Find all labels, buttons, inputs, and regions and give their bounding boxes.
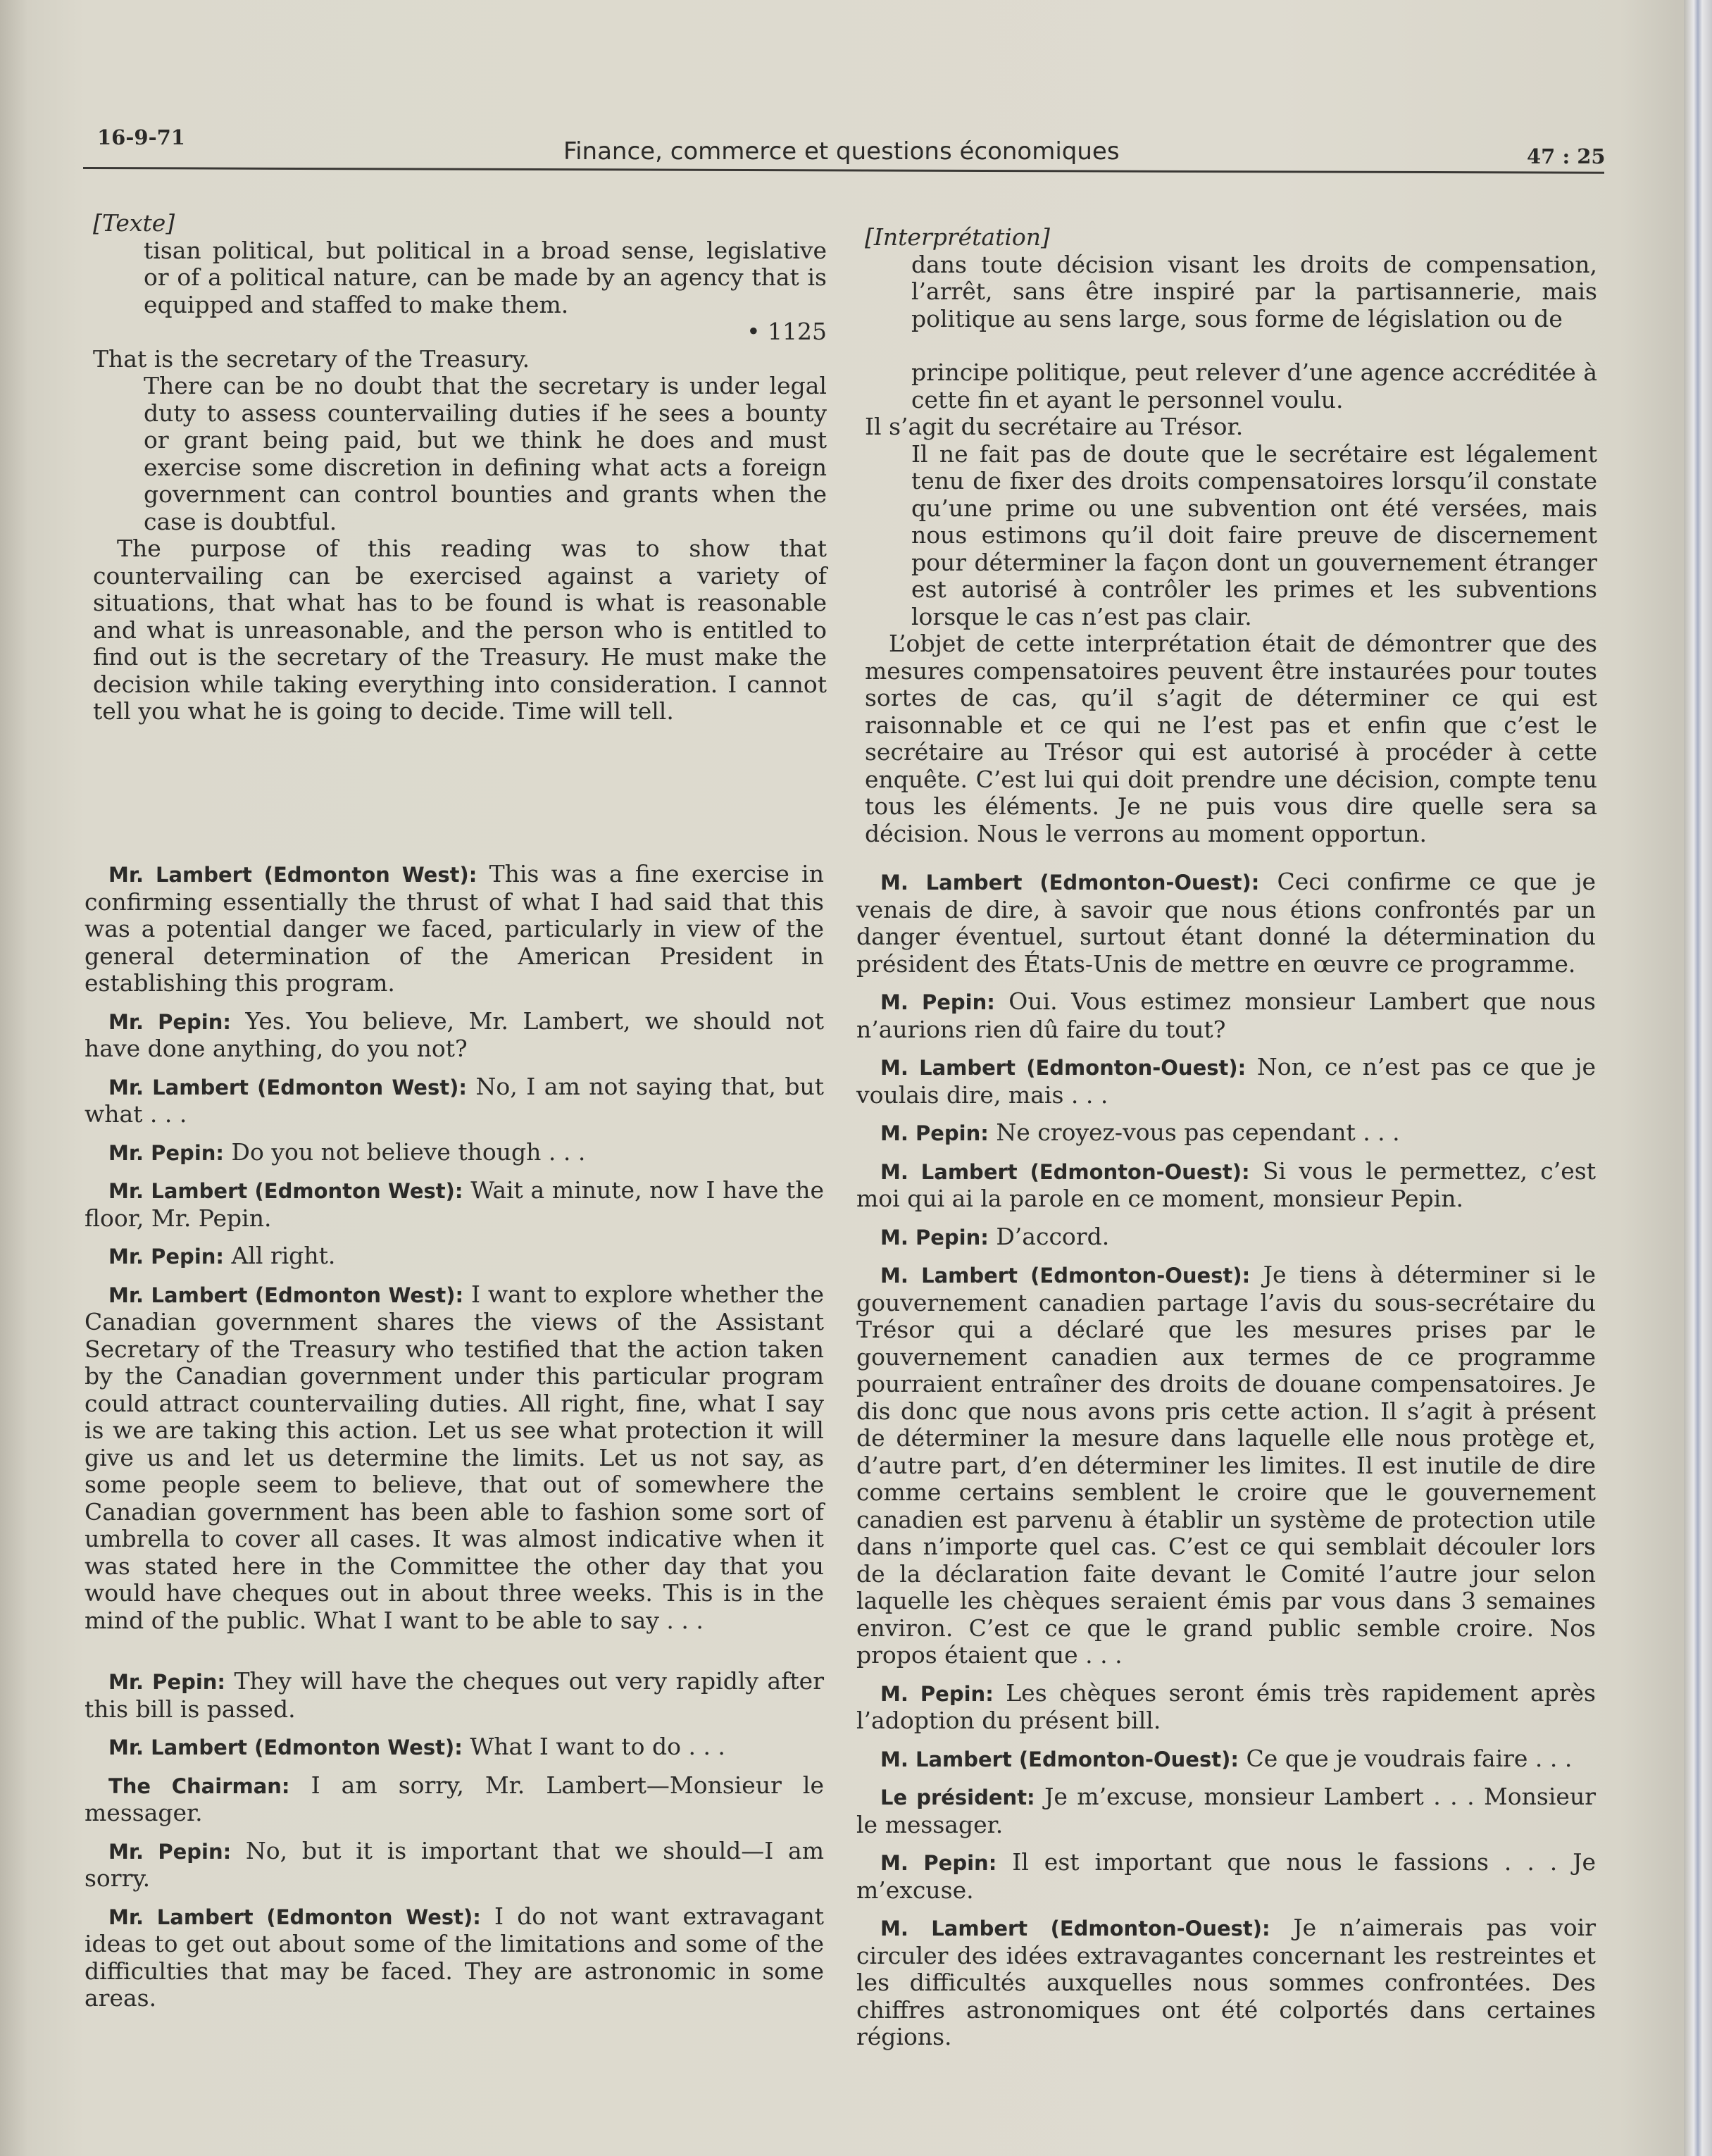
speech-text: Il est important que nous le fassions . . . Je m’excuse. <box>856 1848 1596 1904</box>
right-label: [Interprétation] <box>865 223 1050 251</box>
left-label: [Texte] <box>93 209 175 237</box>
left-quote-cont: tisan political, but political in a broad sense, legislative or of a political nature, can be made by an agency that is equipped and staffed to make them. <box>144 236 827 318</box>
speech-text: Si vous le permettez, c’est moi qui ai la parole en ce moment, monsieur Pepin. <box>856 1157 1596 1212</box>
speech-text: No, I am not saying that, but what . . . <box>85 1072 824 1128</box>
speaker-name: M. Lambert (Edmonton-Ouest): <box>880 1159 1250 1184</box>
left-speech <box>85 1242 824 1271</box>
speech-text: Ne croyez-vous pas cependant . . . <box>996 1118 1400 1146</box>
speaker-name: M. Lambert (Edmonton-Ouest): <box>880 1264 1251 1288</box>
speaker-name: M. Lambert (Edmonton-Ouest): <box>880 1056 1246 1080</box>
speaker-name: The Chairman: <box>108 1774 290 1798</box>
speech-text: I want to explore whether the Canadian government shares the views of the Assistant Secretary of the Treasury who testified that the action taken by the Canadian government under this particular program could attract countervailing duties. All right, fine, what I say is we are taking this action. Let us see what protection it will give us and let us determine the limits. Let us not say, as some people seem to believe, that out of somewhere the Canadian government has been able to fashion some sort of umbrella to cover all cases. It was almost indicative when it was stated here in the Committee the other day that you would have cheques out in about three weeks. This is in the mind of the public. What I want to be able to say . . . <box>85 1280 824 1634</box>
right-speech <box>856 1849 1596 1904</box>
right-speech <box>856 1054 1596 1109</box>
left-speech <box>85 1073 824 1128</box>
speech-text: Je m’excuse, monsieur Lambert . . . Monsieur le messager. <box>856 1783 1596 1838</box>
left-speech <box>85 1733 824 1762</box>
speaker-name: M. Pepin: <box>880 1851 997 1875</box>
right-quote-1 <box>865 251 1597 414</box>
speech-text: Ce que je voudrais faire . . . <box>1246 1744 1573 1772</box>
speaker-name: M. Lambert (Edmonton-Ouest): <box>880 1747 1239 1771</box>
speech-text: Oui. Vous estimez monsieur Lambert que nous n’aurions rien dû faire du tout? <box>856 987 1596 1043</box>
speech-text: I do not want extravagant ideas to get out about some of the limitations and some of the difficulties that may be faced. They are astronomic in some areas. <box>85 1902 824 2012</box>
speech-text: Do you not believe though . . . <box>231 1138 586 1166</box>
right-speech <box>856 1680 1596 1735</box>
speaker-name: Mr. Lambert (Edmonton West): <box>108 1736 463 1759</box>
speaker-name: Mr. Pepin: <box>108 1839 232 1864</box>
right-speech <box>856 1914 1596 2051</box>
left-treasury-line: That is the secretary of the Treasury. <box>93 344 530 373</box>
right-speech <box>856 1119 1596 1147</box>
speaker-name: Mr. Lambert (Edmonton West): <box>108 1075 467 1099</box>
left-speech <box>85 1772 824 1827</box>
speaker-name: Mr. Lambert (Edmonton West): <box>108 1283 464 1307</box>
speaker-name: M. Pepin: <box>880 1225 989 1250</box>
speech-text: Les chèques seront émis très rapidement après l’adoption du présent bill. <box>856 1678 1596 1734</box>
speaker-name: M. Pepin: <box>880 1681 994 1706</box>
left-speech <box>85 1281 824 1635</box>
left-speech <box>85 1903 824 2012</box>
right-speech <box>856 1783 1596 1838</box>
left-speech <box>85 1177 824 1232</box>
right-column <box>865 224 1597 847</box>
speech-text: All right. <box>231 1242 336 1269</box>
left-quote-2-text: There can be no doubt that the secretary is under legal duty to assess countervailing duties if he sees a bounty or grant being paid, but we think he does and must exercise some discretion in defining what acts a foreign government can control bounties and grants when the case is doubtful. <box>144 372 827 535</box>
speaker-name: Mr. Lambert (Edmonton West): <box>108 1905 481 1929</box>
right-quote-cont-a: dans toute décision visant les droits de compensation, l’arrêt, sans être inspiré par la partisannerie, mais politique au sens large, sous forme de législation ou de <box>911 250 1597 332</box>
left-speech <box>85 1668 824 1723</box>
right-speech <box>856 1261 1596 1669</box>
speech-text: What I want to do . . . <box>470 1733 725 1760</box>
right-speech <box>856 1745 1596 1774</box>
left-section-marker: • 1125 <box>746 318 827 345</box>
right-speech <box>856 988 1596 1043</box>
left-speech <box>85 1838 824 1893</box>
right-speech <box>856 868 1596 978</box>
speech-text: D’accord. <box>996 1222 1110 1250</box>
speaker-name: Mr. Pepin: <box>108 1670 226 1694</box>
speech-text: This was a fine exercise in confirming essentially the thrust of what I had said that this was a potential danger we faced, particularly in view of the general determination of the American President in establishing this program. <box>85 860 824 997</box>
left-speech <box>85 1139 824 1167</box>
speaker-name: M. Pepin: <box>880 990 995 1014</box>
left-quote-1 <box>93 237 827 319</box>
right-quote-2 <box>865 441 1597 631</box>
speaker-name: Mr. Lambert (Edmonton West): <box>108 1179 463 1203</box>
header-page-number: 47 : 25 <box>1527 144 1606 168</box>
left-paragraph: The purpose of this reading was to show that countervailing can be exercised against a variety of situations, that what has to be found is what is reasonable and what is unreasonable, and the person who is entitled to find out is the secretary of the Treasury. He must make the decision while taking everything into consideration. I cannot tell you what he is going to decide. Time will tell. <box>93 535 827 725</box>
speech-text: Ceci confirme ce que je venais de dire, à savoir que nous étions confrontés par un danger éventuel, surtout étant donné la détermination du président des États-Unis de mettre en œuvre ce programme. <box>856 868 1596 978</box>
speaker-name: Mr. Pepin: <box>108 1245 225 1269</box>
page-binding-edge <box>1684 0 1712 2156</box>
right-quote-cont-b: principe politique, peut relever d’une agence accréditée à cette fin et ayant le personnel voulu. <box>911 359 1597 413</box>
right-speeches <box>856 858 1596 2051</box>
speech-text: I am sorry, Mr. Lambert—Monsieur le messager. <box>85 1771 824 1826</box>
speech-text: Non, ce n’est pas ce que je voulais dire, mais . . . <box>856 1053 1596 1109</box>
speaker-name: Mr. Pepin: <box>108 1009 231 1034</box>
speaker-name: M. Pepin: <box>880 1121 989 1145</box>
speech-text: Yes. You believe, Mr. Lambert, we should not have done anything, do you not? <box>85 1007 824 1062</box>
header-date: 16-9-71 <box>97 125 185 149</box>
right-speech <box>856 1223 1596 1252</box>
right-quote-2-text: Il ne fait pas de doute que le secrétaire est légalement tenu de fixer des droits compensatoires lorsqu’il constate qu’une prime ou une subvention ont été versées, mais nous estimons qu’il doit faire preuve de discernement pour déterminer la façon dont un gouvernement étranger est autorisé à contrôler les primes et les subventions lorsque le cas n’est pas clair. <box>911 440 1597 630</box>
speaker-name: M. Lambert (Edmonton-Ouest): <box>880 871 1260 895</box>
right-paragraph: L’objet de cette interprétation était de démontrer que des mesures compensatoires peuvent être instaurées pour toutes sortes de cas, qu’il s’agit de déterminer ce qui est raisonnable et ce qui ne l’est pas et enfin que c’est le secrétaire au Trésor qui est autorisé à procéder à cette enquête. C’est lui qui doit prendre une décision, compte tenu tous les éléments. Je ne puis vous dire quelle sera sa décision. Nous le verrons au moment opportun. <box>865 630 1597 847</box>
right-treasury-line: Il s’agit du secrétaire au Trésor. <box>865 413 1244 440</box>
speech-text: They will have the cheques out very rapidly after this bill is passed. <box>85 1667 824 1723</box>
header-title: Finance, commerce et questions économiques <box>563 137 1120 166</box>
speech-text: Wait a minute, now I have the floor, Mr. Pepin. <box>85 1176 824 1232</box>
left-speech <box>85 1008 824 1063</box>
speaker-name: Mr. Lambert (Edmonton West): <box>108 863 477 887</box>
speaker-name: Mr. Pepin: <box>108 1140 225 1165</box>
speaker-name: M. Lambert (Edmonton-Ouest): <box>880 1917 1270 1940</box>
right-speech <box>856 1158 1596 1213</box>
left-quote-2 <box>93 373 827 535</box>
left-speeches <box>85 850 824 2012</box>
speech-text: No, but it is important that we should—I am sorry. <box>85 1836 824 1892</box>
speaker-name: Le président: <box>880 1786 1035 1809</box>
speech-text: Je n’aimerais pas voir circuler des idées extravagantes concernant les restreintes et les difficultés auxquelles nous sommes confrontées. Des chiffres astronomiques ont été colportés dans certaines régions. <box>856 1914 1596 2050</box>
speech-text: Je tiens à déterminer si le gouvernement canadien partage l’avis du sous-secrétaire du Trésor qui a déclaré que les mesures prises par le gouvernement canadien aux termes de ce programme pourraient entraîner des droits de douane compensatoires. Je dis donc que nous avons pris cette action. Il s’agit à présent de déterminer la mesure dans laquelle elle nous protège et, d’autre part, d’en déterminer les limites. Il est inutile de dire comme certains semblent le croire que le gouvernement canadien est parvenu à établir un système de protection utile dans n’importe quel cas. C’est ce qui semblait découler lors de la déclaration faite devant le Comité l’autre jour selon laquelle les chèques seraient émis par vous dans 3 semaines environ. C’est ce que le grand public semble croire. Nos propos étaient que . . . <box>856 1261 1596 1669</box>
left-speech <box>85 861 824 997</box>
left-column <box>93 210 827 725</box>
